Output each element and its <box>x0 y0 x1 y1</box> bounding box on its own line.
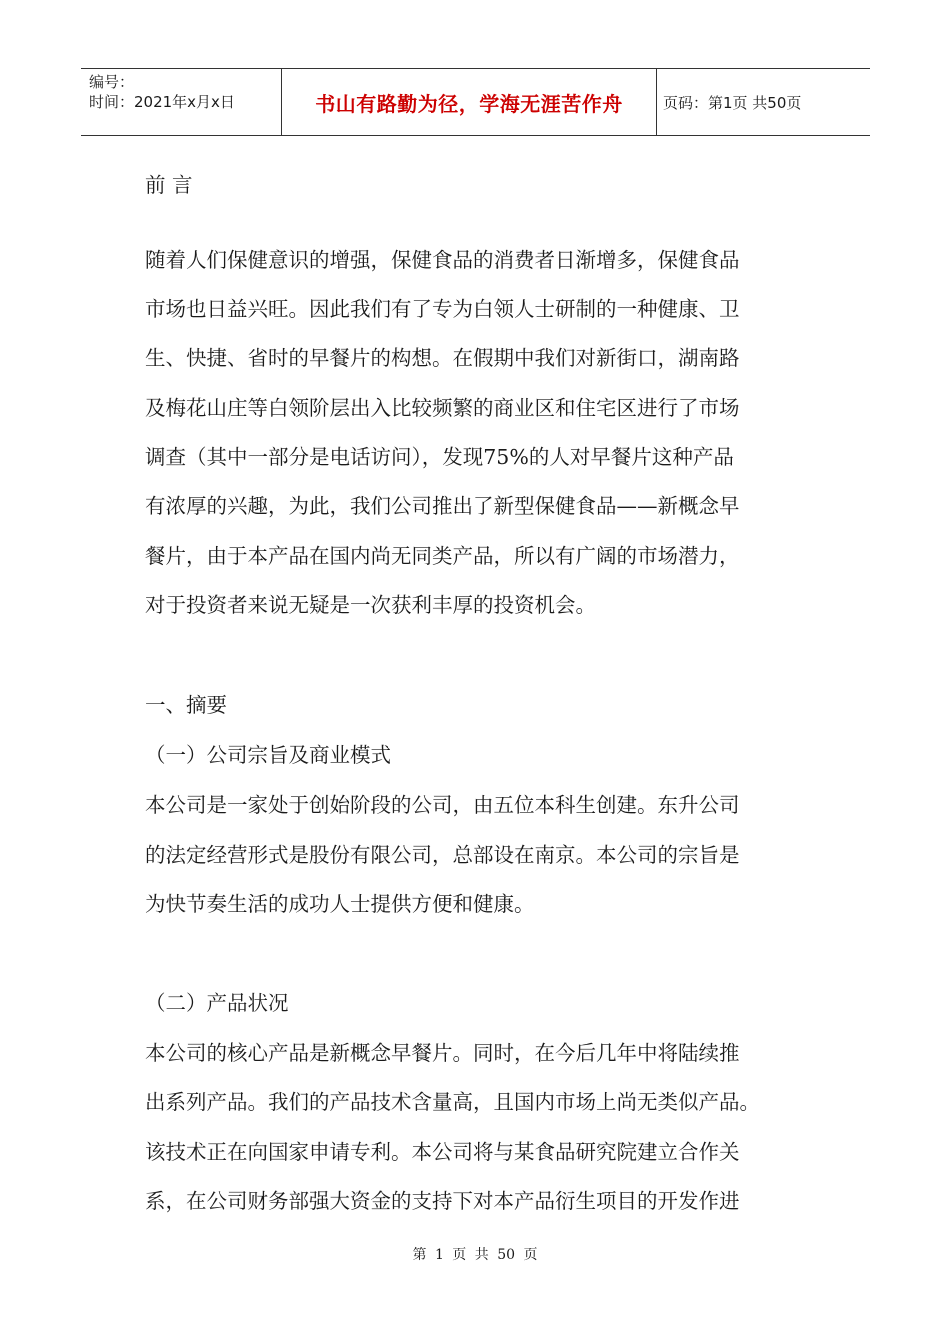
preface-line: 及梅花山庄等白领阶层出入比较频繁的商业区和住宅区进行了市场 <box>145 396 740 420</box>
preface-line: 生、快捷、省时的早餐片的构想。在假期中我们对新街口，湖南路 <box>145 346 740 370</box>
time-label: 时间：2021年x月x日 <box>89 93 235 111</box>
paragraph-line: 为快节奏生活的成功人士提供方便和健康。 <box>145 892 535 916</box>
section-title: 一、摘要 <box>145 693 227 717</box>
paragraph-line: 该技术正在向国家申请专利。本公司将与某食品研究院建立合作关 <box>145 1140 740 1164</box>
number-label: 编号： <box>89 73 135 91</box>
paragraph-line: 出系列产品。我们的产品技术含量高，且国内市场上尚无类似产品。 <box>145 1090 760 1114</box>
header-page-info: 页码：第1页 共50页 <box>663 93 802 112</box>
preface-line: 有浓厚的兴趣，为此，我们公司推出了新型保健食品——新概念早 <box>145 494 740 518</box>
subsection-title: （一）公司宗旨及商业模式 <box>145 743 391 767</box>
preface-line: 市场也日益兴旺。因此我们有了专为白领人士研制的一种健康、卫 <box>145 297 740 321</box>
preface-line: 对于投资者来说无疑是一次获利丰厚的投资机会。 <box>145 593 596 617</box>
paragraph-line: 本公司是一家处于创始阶段的公司，由五位本科生创建。东升公司 <box>145 793 740 817</box>
header-table <box>81 68 870 136</box>
header-motto: 书山有路勤为径，学海无涯苦作舟 <box>281 69 657 135</box>
page-footer: 第 1 页 共 50 页 <box>412 1247 538 1263</box>
header-meta <box>81 69 281 135</box>
preface-line: 随着人们保健意识的增强，保健食品的消费者日渐增多，保健食品 <box>145 248 740 272</box>
paragraph-line: 的法定经营形式是股份有限公司，总部设在南京。本公司的宗旨是 <box>145 843 740 867</box>
paragraph-line: 本公司的核心产品是新概念早餐片。同时，在今后几年中将陆续推 <box>145 1041 740 1065</box>
preface-line: 调查（其中一部分是电话访问），发现75%的人对早餐片这种产品 <box>145 445 734 469</box>
paragraph-line: 系，在公司财务部强大资金的支持下对本产品衍生项目的开发作进 <box>145 1189 740 1213</box>
preface-line: 餐片，由于本产品在国内尚无同类产品，所以有广阔的市场潜力， <box>145 544 740 568</box>
subsection-title: （二）产品状况 <box>145 991 289 1015</box>
preface-title: 前 言 <box>145 173 193 197</box>
